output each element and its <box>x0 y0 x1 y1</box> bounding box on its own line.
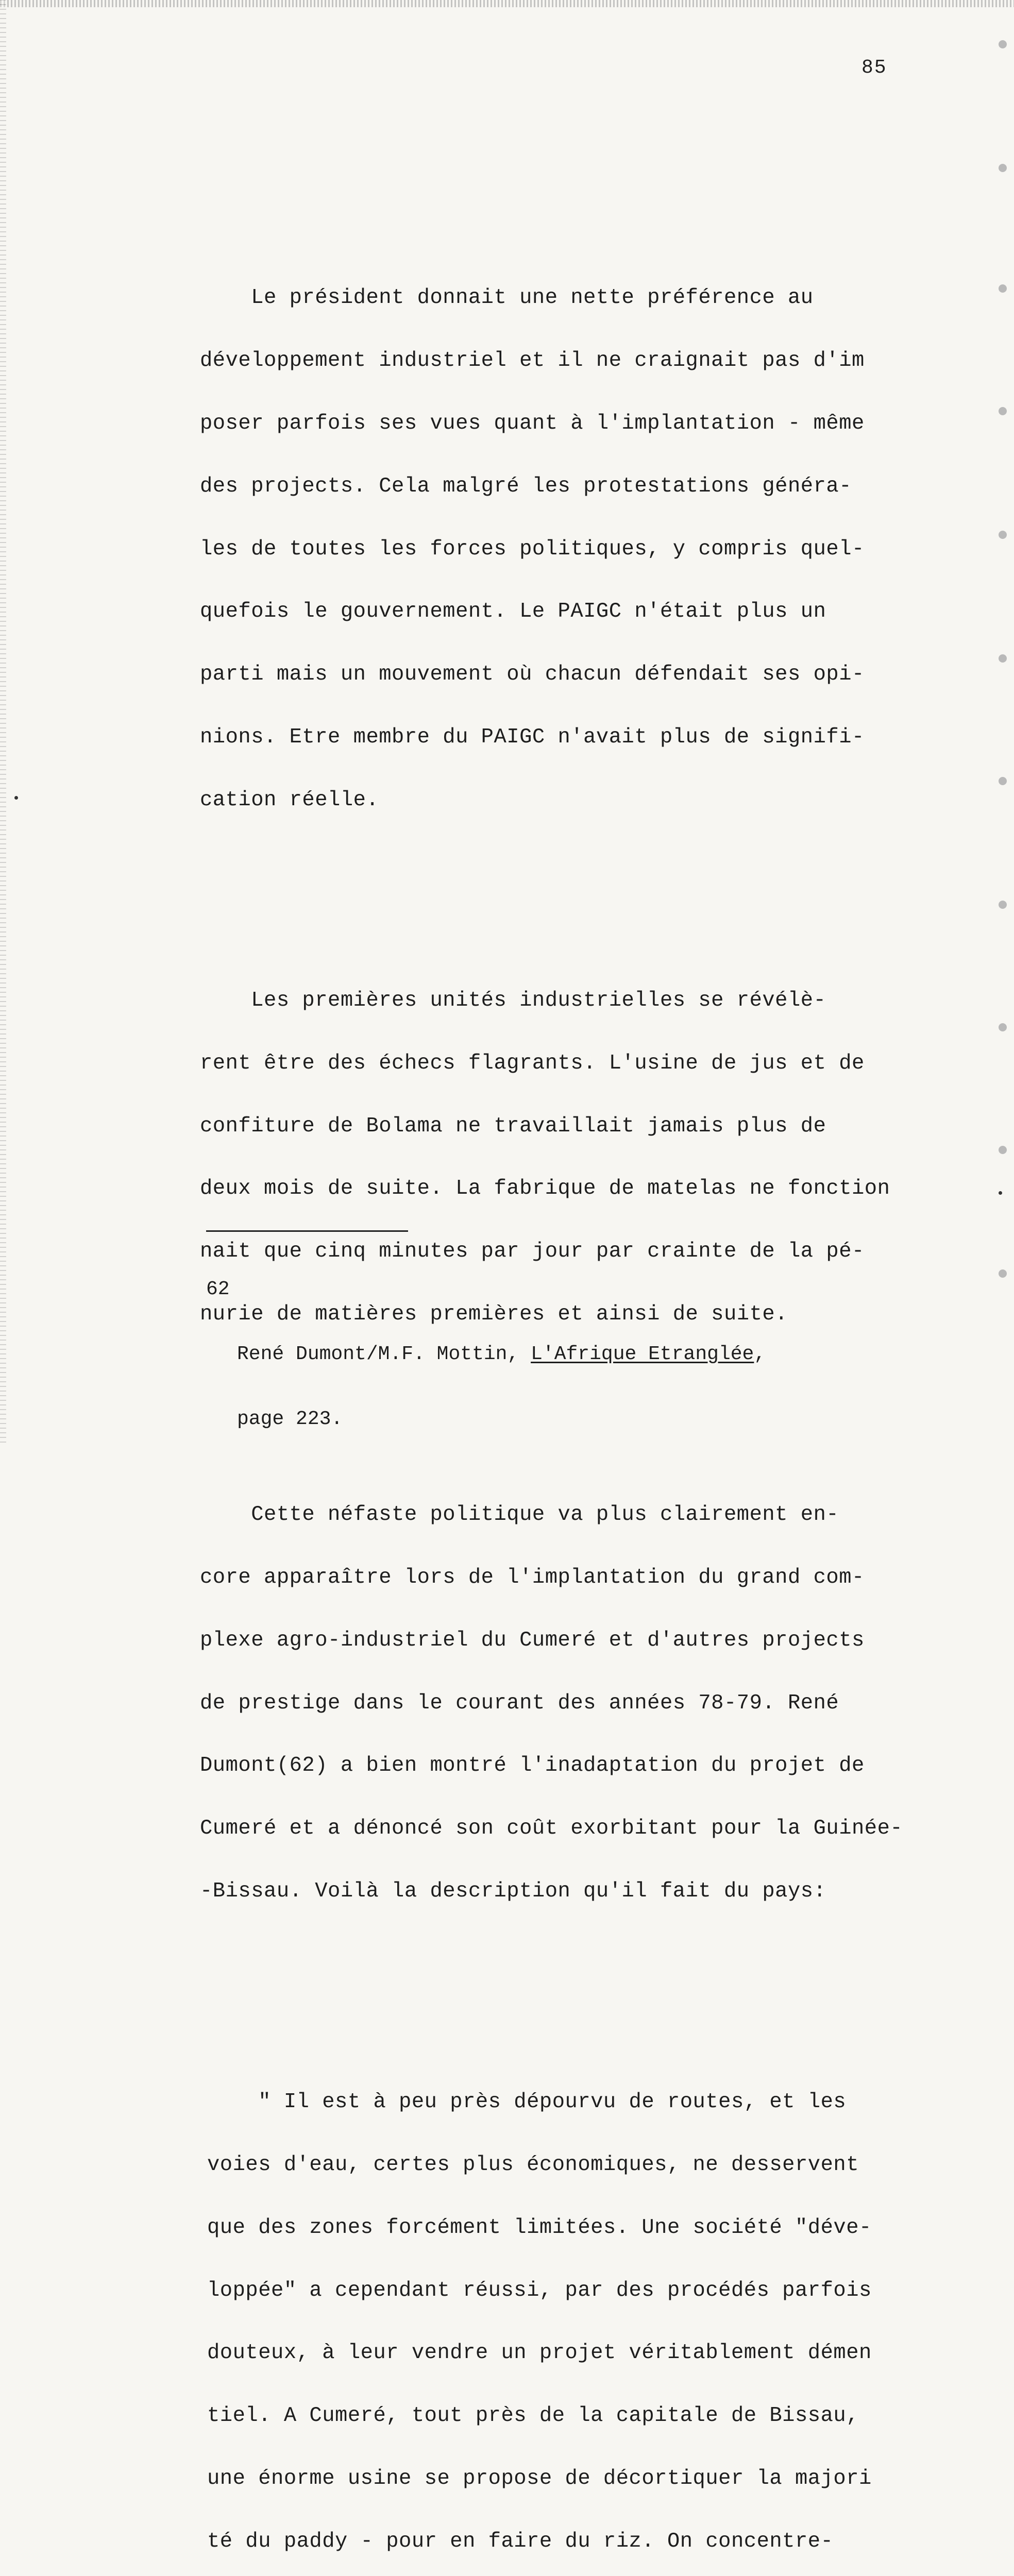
quote-line: douteux, à leur vendre un projet véritablement démen <box>207 2341 872 2365</box>
text-line: plexe agro-industriel du Cumeré et d'autres projects <box>200 1628 865 1652</box>
binder-hole-mark <box>999 1146 1007 1154</box>
binder-hole-mark <box>999 284 1007 293</box>
quote-line: " Il est à peu près dépourvu de routes, et les <box>207 2090 847 2114</box>
text-line: deux mois de suite. La fabrique de matelas ne fonction <box>200 1177 890 1201</box>
text-line: Cumeré et a dénoncé son coût exorbitant pour la Guinée- <box>200 1817 903 1841</box>
text-line: développement industriel et il ne craignait pas d'im <box>200 349 865 373</box>
text-line: Cette néfaste politique va plus clairement en- <box>200 1503 839 1527</box>
quote-line: que des zones forcément limitées. Une société "déve- <box>207 2215 872 2240</box>
text-line: parti mais un mouvement où chacun défendait ses opi- <box>200 663 865 687</box>
quote-line: tiel. A Cumeré, tout près de la capitale de Bissau, <box>207 2404 859 2428</box>
block-quote <box>207 2050 962 2576</box>
binder-hole-mark <box>999 40 1007 48</box>
footnote-punct: , <box>754 1343 766 1365</box>
text-line: les de toutes les forces politiques, y compris quel- <box>200 537 865 561</box>
scan-speck <box>14 796 18 800</box>
footnote-page: page 223. <box>237 1408 343 1430</box>
binder-hole-mark <box>999 531 1007 539</box>
scan-left-edge <box>0 0 6 1443</box>
text-line: nions. Etre membre du PAIGC n'avait plus de signifi- <box>200 725 865 749</box>
binder-hole-mark <box>999 777 1007 785</box>
page-number: 85 <box>861 57 887 79</box>
text-line: poser parfois ses vues quant à l'implantation - même <box>200 411 865 435</box>
quote-line: voies d'eau, certes plus économiques, ne desservent <box>207 2153 859 2177</box>
text-line: core apparaître lors de l'implantation du grand com- <box>200 1566 865 1589</box>
scan-speck <box>999 1191 1002 1195</box>
text-line: Dumont(62) a bien montré l'inadaptation du projet de <box>200 1754 865 1778</box>
paragraph-1 <box>200 246 962 852</box>
text-line: quefois le gouvernement. Le PAIGC n'était plus un <box>200 600 826 624</box>
text-line: nurie de matières premières et ainsi de suite. <box>200 1302 788 1326</box>
quote-line: une énorme usine se propose de décortiquer la majori <box>207 2466 872 2490</box>
footnote <box>206 1235 766 1473</box>
text-line: Les premières unités industrielles se révélè- <box>200 988 826 1012</box>
text-line: nait que cinq minutes par jour par crainte de la pé- <box>200 1240 865 1264</box>
paragraph-3 <box>200 1463 962 1944</box>
binder-hole-mark <box>999 164 1007 172</box>
text-line: rent être des échecs flagrants. L'usine de jus et de <box>200 1051 865 1075</box>
footnote-title: L'Afrique Etranglée <box>531 1343 754 1365</box>
binder-hole-mark <box>999 901 1007 909</box>
binder-hole-mark <box>999 407 1007 415</box>
text-line: de prestige dans le courant des années 78-79. René <box>200 1691 839 1715</box>
binder-hole-mark <box>999 654 1007 663</box>
quote-line: loppée" a cependant réussi, par des procédés parfois <box>207 2278 872 2302</box>
footnote-author: René Dumont/M.F. Mottin, <box>237 1343 531 1365</box>
binder-hole-mark <box>999 1269 1007 1278</box>
text-line: cation réelle. <box>200 788 379 812</box>
text-line: confiture de Bolama ne travaillait jamais plus de <box>200 1114 826 1138</box>
scan-top-edge <box>0 0 1014 7</box>
text-line: des projects. Cela malgré les protestations généra- <box>200 474 852 498</box>
footnote-citation <box>206 1344 766 1365</box>
binder-hole-mark <box>999 1023 1007 1031</box>
text-line: -Bissau. Voilà la description qu'il fait du pays: <box>200 1879 826 1903</box>
text-line: Le président donnait une nette préférence au <box>200 286 814 310</box>
quote-line: té du paddy - pour en faire du riz. On concentre- <box>207 2529 834 2553</box>
footnote-rule <box>206 1230 408 1232</box>
footnote-number: 62 <box>206 1278 230 1300</box>
